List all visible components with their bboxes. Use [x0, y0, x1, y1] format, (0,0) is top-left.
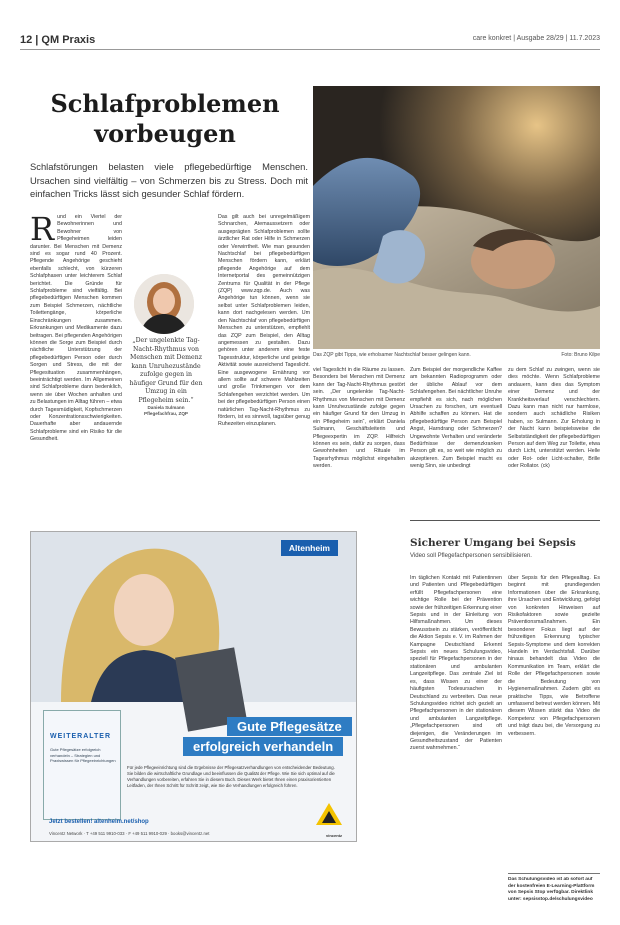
quote-author-name: Daniela Sulmann — [147, 405, 185, 410]
sidebar-column-1: Im täglichen Kontakt mit Patientinnen und Patienten und Pflegebedürftigen erfüllt Pflegefachpersonen eine wichtige Rolle bei der Prävention sowie der frühzeitigen Erkennung einer Sepsis und in der Einleitung von Hilfsmaßnahmen. Um dieses Bewusstsein zu stärken, veröffentlicht die Aktion Sepsis e. V. im Rahmen der Kampagne Deutschland Erkennt Sepsis ein neues Schulungsvideo, speziell für Pflegefachpersonen in der stationären und ambulanten Langzeitpflege. Das zentrale Ziel ist es, dass Wissen zu einer der häufigsten Todesursachen in Deutschland zu verbreiten. Das neue Schulungsvideo richtet sich gezielt an Pflegefachpersonen in der stationären und ambulanten Langzeitpflege. „Pflegefachpersonen sind oft diejenigen, die Veränderungen im Gesundheitszustand der Patienten zuerst wahrnehmen.“ — [410, 575, 502, 752]
sleeping-person-image — [313, 86, 600, 349]
info-box-note: Das Schulungsvideo ist ab sofort auf der kostenfreien E-Learning-Plattform von Sepsis Stop verfügbar. Direktlink unter: sepsisstop.de/schulungsvideo — [508, 877, 595, 902]
ad-brand-logo: Altenheim — [281, 540, 338, 556]
ad-contact-line: Vincentz Network · T +49 511 9910-033 · F +49 511 9910-029 · books@vincentz.net — [49, 831, 210, 836]
quote-author-role: Pflegefachfrau, ZQP — [144, 411, 188, 416]
ad-banner-line-1: Gute Pflegesätze — [227, 717, 352, 736]
ad-banner-line-2: erfolgreich verhandeln — [183, 737, 343, 756]
column-1-text: und ein Viertel der Bewohnerinnen und Bewohner von Pflegeheimen leiden darunter. Bei Menschen mit Demenz sind es sogar rund 40 Prozent. Pflegende Angehörige geschieht ebenfalls schlecht, von kürzeren Schlafphasen unter leichterem Schlaf berichtet. Die Gründe für Schlafprobleme sind vielfältig. Bei pflegebedürftigen Menschen kommen zum Beispiel Schmerzen, nächtliche Toilettengänge, körperliche Einschränkungen zusammen. Erkrankungen und Medikamente dazu beitragen. Bei pflegenden Angehörigen können die Sorge zum Beispiel durch nächtliche Unterstützung der pflegebedürftigen Person oder durch Sorgen und Stress, die mit der Pflegesituation zusammenhängen, beeinträchtigt werden. Im Allgemeinen sind Schlafprobleme dann bedenklich, wenn sie über Wochen anhalten und zu Belastungen im Alltag führen – etwa durch Tagesmüdigkeit, Kopfschmerzen oder Konzentrationsschwierigkeiten. Dauerhafte aber andauernde Schlafprobleme sind ein Risiko für die Gesundheit. — [30, 214, 122, 443]
article-end-rule — [410, 520, 600, 521]
author-portrait — [134, 274, 194, 334]
article-title — [30, 89, 300, 149]
info-box-rule — [508, 873, 600, 874]
ad-book-subtitle: Gute Pflegesätze erfolgreich verhandeln – Strategien und Praxiswissen für Pflegeeinrichtungen — [50, 747, 116, 763]
article-photo — [313, 86, 600, 349]
advertisement[interactable] — [30, 531, 357, 842]
title-line-2: vorbeugen — [94, 119, 236, 148]
sidebar-title: Sicherer Umgang bei Sepsis — [410, 537, 576, 549]
photo-caption — [313, 352, 600, 358]
section-label: 12 | QM Praxis — [20, 34, 96, 46]
title-line-1: Schlafproblemen — [50, 89, 280, 118]
article-column-5: zu dem Schlaf zu zwingen, wenn sie dies möchte. Wenn Schlafprobleme andauern, kann dies das Symptom einer Demenz und der Krankheitsverlauf verschlechtern. Dazu kann man nicht nur harmlose, sondern auch schädliche Risiken haben, so Sulmann. Zur Erholung in der Nacht kann beispielsweise die Selbstständigkeit der pflegebedürftigen Person auf dem Weg zur Toilette, etwa durch Licht, unterstützt werden. Helle oder Rot- oder Licht-schalter, Brille oder Rollator. (ck) — [508, 367, 600, 470]
ad-book-title: WEITERALTER — [50, 733, 112, 740]
ad-logo-label: vincentz — [325, 833, 342, 838]
article-column-2: Das gilt auch bei unregelmäßigem Schnarchen, Atemaussetzern oder ausgeprägten Schlafproblemen sollte ärztlicher Rat oder Hilfe in Schmerzen oder Verwirrtheit. Wie man gesunden Nachtschlaf bei pflegebedürftigen Menschen fördern kann, erklärt pflegende Angehörige auf dem Internetportal des gemeinnützigen Zentrums für Qualität in der Pflege (ZQP) www.zqp.de. Auch was Angehörige tun können, wenn sie selbst unter Schlafproblemen leiden, kann dort nachgelesen werden. Um den Nachtschlaf von pflegebedürftigen Menschen zu unterstützen, empfiehlt das ZQP zum Beispiel, den Alltag angemessen zu gestalten. Dazu gehören unter anderem eine feste Tagesstruktur, körperliche und geistige Aktivität sowie ausreichend Tageslicht. Eine ausgewogene Ernährung vor allem sollte auf schwere Mahlzeiten und große Trinkmengen vor dem Schlafengehen verzichtet werden. Um bei der pflegebedürftigen Person einen natürlichen Tag-Nacht-Rhythmus zu fördern, ist es sinnvoll, tagsüber genug Ruhezeiten einzuplanen. — [218, 214, 310, 428]
pull-quote: „Der ungelenkte Tag-Nacht-Rhythmus von Menschen mit Demenz kann Unruhezustände zufolge gegen in häufiger Grund für den Umzug in ein Pflegeheim sein.“ — [129, 337, 203, 404]
sidebar-subtitle: Video soll Pflegefachpersonen sensibilisieren. — [410, 553, 532, 559]
caption-text: Das ZQP gibt Tipps, wie erholsamer Nachtschlaf besser gelingen kann. — [313, 352, 471, 358]
ad-body-text: Für jede Pflegeeinrichtung sind die Ergebnisse der Pflegesatzverhandlungen von entscheidender Bedeutung. Sie bilden die wirtschaftliche Grundlage und beeinflussen die Qualität der Pflege. Wie Sie sich optimal auf die Verhandlungen vorbereiten, erfahren Sie in diesem Buch. Dieses Werk bietet Ihnen einen praxisorientierten Leitfaden, der Ihnen Schritt für Schritt zeigt, wie Sie die Verhandlungen erfolgreich führen. — [127, 765, 335, 788]
ad-order-link[interactable]: Jetzt bestellen! altenheim.net/shop — [49, 819, 149, 825]
page-header — [20, 34, 600, 48]
ad-book-cover — [43, 710, 121, 820]
sidebar-column-2: über Sepsis für den Pflegealltag. Es beginnt mit grundlegenden Informationen über die Erkrankung, ihre Ursachen und Entwicklung, gefolgt von konkreten Hinweisen auf Risikofaktoren sowie gezielte Präventionsmaßnahmen. Ein besonderer Fokus liegt auf der frühzeitigen Erkennung typischer Sepsis-Symptome und dem korrekten Handeln im Verdachtsfall. Darüber hinaus behandelt das Video die Kommunikation im Team, erklärt die Rolle der Pflegefachpersonen sowie die Bedeutung von Hygienemaßnahmen. Zudem gibt es praktische Tipps, wie Betroffene umfassend betreut werden können. Mit diesem Wissen stärkt das Video die Kompetenz von Pflegefachpersonen und trägt dazu bei, die Versorgung zu verbessern. — [508, 575, 600, 737]
article-lead: Schlafstörungen belasten viele pflegebedürftige Menschen. Ursachen sind vielfältig – von Schmerzen bis zu Stress. Doch mit einfachen Tricks lässt sich gesunder Schlaf fördern. — [30, 161, 308, 199]
article-column-1 — [30, 214, 122, 514]
article-column-3: viel Tageslicht in die Räume zu lassen. Besonders bei Menschen mit Demenz kann der Tag-Nacht-Rhythmus gestört sein. „Der ungelenkte Tag-Nacht-Rhythmus von Menschen mit Demenz kann Unruhezustände zufolge gegen ein häufiger Grund für den Umzug in ein Pflegeheim sein“, erklärt Daniela Sulmann, Geschäftsleiterin und Pflegeexpertin im ZQP. Hilfreich können es sein, dafür zu sorgen, dass Gewohnheiten und Rituale im Tagesrhythmus möglichst eingehalten werden. — [313, 367, 405, 470]
portrait-image — [134, 274, 194, 334]
issue-info: care konkret | Ausgabe 28/29 | 11.7.2023 — [472, 35, 600, 42]
photo-credit: Foto: Bruno Kilpe — [561, 352, 600, 358]
article-column-4: Zum Beispiel der morgendliche Kaffee am bekannten Radioprogramm oder der übliche Ablauf vor dem Schlafengehen. Bei nächtlicher Unruhe empfiehlt es sich, nach möglichen Ursachen zu forschen, um eventuell Abhilfe schaffen zu können. Hat die pflegebedürftige Person zum Beispiel Angst, Harndrang oder Schmerzen? Ungewohnte Verhalten und veränderte Bedürfnisse der demenzkranken Person gilt es, so weit wie möglich zu akzeptieren. Zum Beispiel macht es wenig Sinn, sie unbedingt — [410, 367, 502, 470]
drop-cap: R — [30, 214, 55, 248]
quote-attribution — [128, 405, 204, 417]
vincentz-logo-icon — [314, 799, 344, 837]
header-rule — [20, 49, 600, 50]
